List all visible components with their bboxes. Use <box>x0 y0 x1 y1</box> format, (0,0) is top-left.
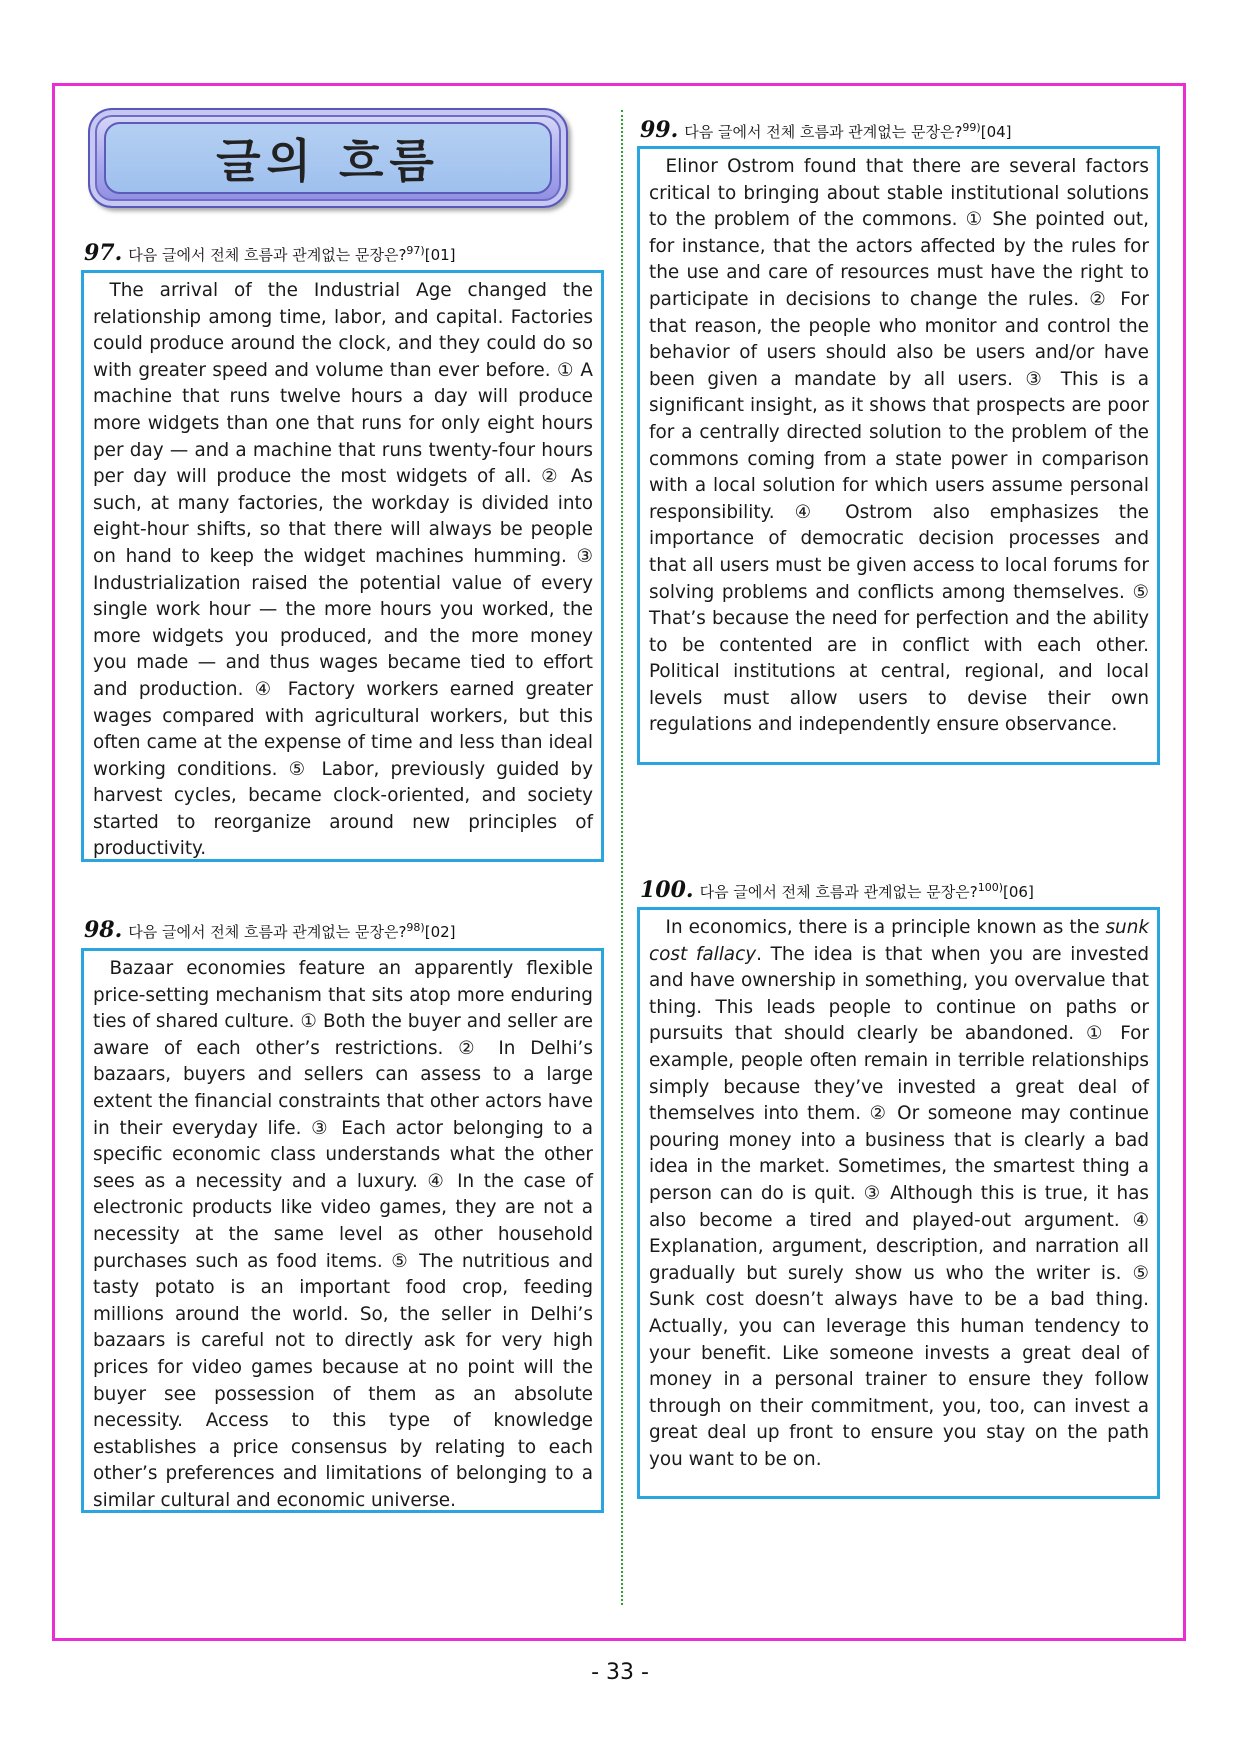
column-divider <box>621 110 623 1605</box>
section-title-badge <box>88 108 568 208</box>
question-98-heading <box>84 917 456 943</box>
question-99-passage-box <box>637 146 1160 765</box>
question-ref: 97) <box>406 244 425 257</box>
question-code: [02] <box>424 923 456 941</box>
question-prompt: 다음 글에서 전체 흐름과 관계없는 문장은? <box>699 883 978 901</box>
question-98-passage-box <box>81 948 604 1513</box>
question-code: [01] <box>424 246 456 264</box>
question-99-passage: Elinor Ostrom found that there are several factors critical to bringing about stable institutional solutions to the problem of the commons. ① She pointed out, for instance, that the actors affected by the rules for the use and care of resources must have the right to participate in decisions to change the rules. ② For that reason, the people who monitor and control the behavior of users should also be users and/or have been given a mandate by all users. ③ This is a significant insight, as it shows that prospects are poor for a centrally directed solution to the problem of the commons coming from a state power in comparison with a local solution for which users assume personal responsibility. ④ Ostrom also emphasizes the importance of democratic decision processes and that all users must be given access to local forums for solving problems and conflicts among themselves. ⑤ That’s because the need for perfection and the ability to be contented are in conflict with each other. Political institutions at central, regional, and local levels must allow users to devise their own regulations and independently ensure observance. <box>649 156 1149 736</box>
question-ref: 100) <box>977 881 1004 894</box>
page-number: - 33 - <box>591 1660 649 1685</box>
question-number: 99. <box>640 117 679 143</box>
question-prompt: 다음 글에서 전체 흐름과 관계없는 문장은? <box>684 123 963 141</box>
question-99-heading <box>640 117 1012 143</box>
question-code: [06] <box>1003 883 1034 901</box>
question-number: 97. <box>84 240 123 266</box>
question-prompt: 다음 글에서 전체 흐름과 관계없는 문장은? <box>128 923 407 941</box>
passage-text: In economics, there is a principle known as the <box>665 917 1106 938</box>
question-100-passage-box <box>637 907 1160 1499</box>
question-100-passage <box>649 915 1149 1473</box>
question-100-heading <box>640 877 1034 903</box>
question-number: 98. <box>84 917 123 943</box>
question-ref: 98) <box>406 921 425 934</box>
question-97-heading <box>84 240 456 266</box>
question-ref: 99) <box>962 121 981 134</box>
question-97-passage: The arrival of the Industrial Age changed the relationship among time, labor, and capital. Factories could produce around the clock, and they could do so with greater speed and volume than ever before. ① A machine that runs twelve hours a day will produce more widgets than one that runs for only eight hours per day — and a machine that runs twenty-four hours per day will produce the most widgets of all. ② As such, at many factories, the workday is divided into eight-hour shifts, so that there will always be people on hand to keep the widget machines humming. ③ Industrialization raised the potential value of every single work hour — the more hours you worked, the more widgets you produced, and the more money you made — and thus wages became tied to effort and production. ④ Factory workers earned greater wages compared with agricultural workers, but this often came at the expense of time and less than ideal working conditions. ⑤ Labor, previously guided by harvest cycles, became clock-oriented, and society started to reorganize around new principles of productivity. <box>93 280 593 860</box>
section-title: 글의 흐름 <box>216 134 440 188</box>
passage-italic-term: sunk cost fallacy <box>649 917 1149 965</box>
question-code: [04] <box>980 123 1012 141</box>
question-prompt: 다음 글에서 전체 흐름과 관계없는 문장은? <box>128 246 407 264</box>
question-98-passage: Bazaar economies feature an apparently flexible price-setting mechanism that sits atop more enduring ties of shared culture. ① Both the buyer and seller are aware of each other’s restrictions. ② In Delhi’s bazaars, buyers and sellers can assess to a large extent the financial constraints that other actors have in their everyday life. ③ Each actor belonging to a specific economic class understands what the other sees as a necessity and a luxury. ④ In the case of electronic products like video games, they are not a necessity at the same level as other household purchases such as food items. ⑤ The nutritious and tasty potato is an important food crop, feeding millions around the world. So, the seller in Delhi’s bazaars is careful not to directly ask for very high prices for video games because at no point will the buyer see possession of them as an absolute necessity. Access to this type of knowledge establishes a price consensus by relating to each other’s preferences and limitations of belonging to a similar cultural and economic universe. <box>93 958 593 1511</box>
passage-text: . The idea is that when you are invested and have ownership in something, you overvalue that thing. This leads people to continue on paths or pursuits that should clearly be abandoned. ① For example, people often remain in terrible relationships simply because they’ve invested a great deal of themselves into them. ② Or someone may continue pouring money into a business that is clearly a bad idea in the market. Sometimes, the smartest thing a person can do is quit. ③ Although this is true, it has also become a tired and played-out argument. ④ Explanation, argument, description, and narration all gradually but surely show us who the writer is. ⑤ Sunk cost doesn’t always have to be a bad thing. Actually, you can leverage this human tendency to your benefit. Like someone invests a great deal of money in a personal trainer to ensure they follow through on their commitment, you, too, can invest a great deal up front to ensure you stay on the path you want to be on. <box>649 943 1149 1470</box>
section-title-inner <box>104 122 552 194</box>
question-number: 100. <box>640 877 694 903</box>
question-97-passage-box <box>81 270 604 862</box>
